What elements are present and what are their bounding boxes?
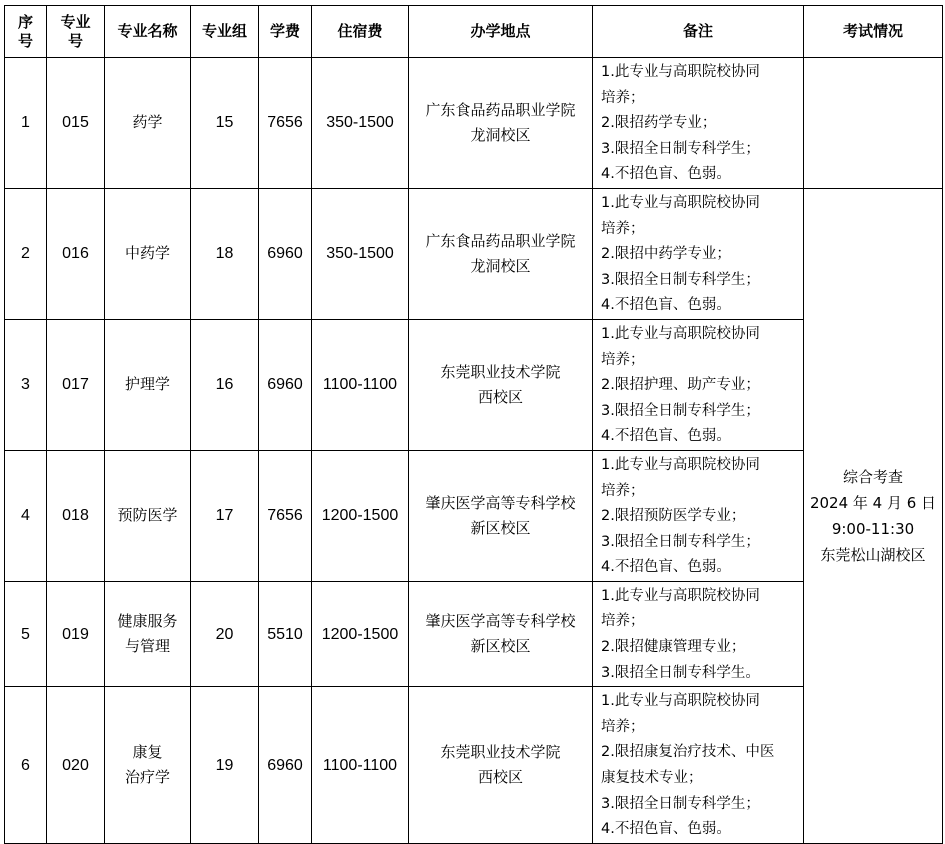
- cell-code: 020: [47, 687, 105, 844]
- cell-line: 2.限招药学专业；: [601, 115, 717, 132]
- cell-name: [105, 319, 191, 450]
- cell-dorm: 1200-1500: [312, 450, 409, 581]
- cell-name: [105, 581, 191, 686]
- cell-line: 广东食品药品职业学院: [425, 100, 576, 119]
- cell-dorm: 1100-1100: [312, 319, 409, 450]
- header-group: 专业组: [191, 6, 259, 58]
- table-row: [5, 58, 943, 189]
- cell-group: 17: [191, 450, 259, 581]
- cell-location: [409, 319, 593, 450]
- cell-notes: [593, 58, 804, 189]
- table-row: [5, 581, 943, 686]
- cell-location: [409, 450, 593, 581]
- header-dorm: 住宿费: [312, 6, 409, 58]
- header-fee: 学费: [259, 6, 312, 58]
- table-row: [5, 319, 943, 450]
- header-exam: 考试情况: [804, 6, 943, 58]
- cell-dorm: 350-1500: [312, 188, 409, 319]
- cell-line: 健康服务: [117, 612, 178, 631]
- cell-line: 1.此专业与高职院校协同: [601, 587, 760, 604]
- cell-line: 综合考查: [842, 467, 903, 486]
- cell-line: 9:00-11:30: [831, 519, 915, 538]
- cell-name: [105, 58, 191, 189]
- cell-seq: 5: [5, 581, 47, 686]
- cell-location: [409, 581, 593, 686]
- cell-line: 1.此专业与高职院校协同: [601, 325, 760, 342]
- cell-line: 预防医学: [117, 506, 178, 525]
- cell-code: 017: [47, 319, 105, 450]
- cell-notes: [593, 687, 804, 844]
- cell-notes: [593, 319, 804, 450]
- cell-line: 广东食品药品职业学院: [425, 231, 576, 250]
- cell-group: 16: [191, 319, 259, 450]
- cell-line: 东莞职业技术学院: [440, 362, 561, 381]
- header-name: 专业名称: [105, 6, 191, 58]
- cell-seq: 3: [5, 319, 47, 450]
- cell-line: 4.不招色盲、色弱。: [601, 166, 731, 183]
- cell-line: 护理学: [124, 375, 170, 394]
- cell-name: [105, 450, 191, 581]
- cell-name: [105, 687, 191, 844]
- cell-line: 培养；: [601, 718, 645, 735]
- cell-line: 4.不招色盲、色弱。: [601, 559, 731, 576]
- cell-seq: 4: [5, 450, 47, 581]
- cell-location: [409, 687, 593, 844]
- header-notes: 备注: [593, 6, 804, 58]
- cell-dorm: 350-1500: [312, 58, 409, 189]
- cell-line: 2024 年 4 月 6 日: [809, 493, 937, 512]
- cell-line: 3.限招全日制专科学生；: [601, 402, 760, 419]
- cell-line: 东莞松山湖校区: [820, 545, 926, 564]
- cell-code: 015: [47, 58, 105, 189]
- cell-line: 新区校区: [470, 518, 531, 537]
- cell-line: 培养；: [601, 89, 645, 106]
- cell-location: [409, 188, 593, 319]
- cell-line: 龙洞校区: [470, 125, 531, 144]
- cell-fee: 6960: [259, 188, 312, 319]
- header-code: 专业 号: [47, 6, 105, 58]
- cell-notes: [593, 188, 804, 319]
- table-row: [5, 687, 943, 844]
- cell-line: 2.限招中药学专业；: [601, 246, 731, 263]
- cell-line: 培养；: [601, 351, 645, 368]
- cell-seq: 1: [5, 58, 47, 189]
- cell-line: 治疗学: [124, 768, 170, 787]
- cell-notes: [593, 450, 804, 581]
- table-row: [5, 188, 943, 319]
- cell-code: 018: [47, 450, 105, 581]
- cell-line: 3.限招全日制专科学生；: [601, 271, 760, 288]
- cell-fee: 7656: [259, 58, 312, 189]
- cell-line: 3.限招全日制专科学生；: [601, 140, 760, 157]
- cell-fee: 5510: [259, 581, 312, 686]
- cell-line: 4.不招色盲、色弱。: [601, 297, 731, 314]
- header-location: 办学地点: [409, 6, 593, 58]
- cell-line: 3.限招全日制专科学生。: [601, 664, 760, 681]
- header-seq: 序 号: [5, 6, 47, 58]
- cell-line: 康复: [132, 743, 163, 762]
- cell-line: 4.不招色盲、色弱。: [601, 821, 731, 838]
- cell-line: 1.此专业与高职院校协同: [601, 64, 760, 80]
- cell-fee: 6960: [259, 319, 312, 450]
- cell-code: 019: [47, 581, 105, 686]
- cell-line: 康复技术专业；: [601, 770, 703, 787]
- cell-line: 西校区: [477, 768, 523, 787]
- cell-line: 1.此专业与高职院校协同: [601, 194, 760, 211]
- cell-notes: [593, 581, 804, 686]
- header-row: [5, 6, 943, 58]
- cell-line: 4.不招色盲、色弱。: [601, 428, 731, 445]
- cell-group: 18: [191, 188, 259, 319]
- cell-seq: 2: [5, 188, 47, 319]
- cell-line: 与管理: [124, 637, 170, 656]
- cell-line: 龙洞校区: [470, 256, 531, 275]
- cell-name: [105, 188, 191, 319]
- cell-line: 培养；: [601, 613, 645, 630]
- cell-line: 西校区: [477, 387, 523, 406]
- cell-line: 2.限招健康管理专业；: [601, 639, 746, 656]
- cell-line: 中药学: [124, 244, 170, 263]
- cell-line: 培养；: [601, 482, 645, 499]
- cell-line: 肇庆医学高等专科学校: [425, 493, 576, 512]
- cell-code: 016: [47, 188, 105, 319]
- admissions-table: [4, 5, 943, 844]
- cell-group: 20: [191, 581, 259, 686]
- cell-line: 3.限招全日制专科学生；: [601, 795, 760, 812]
- cell-location: [409, 58, 593, 189]
- cell-line: 2.限招康复治疗技术、中医: [601, 744, 775, 761]
- cell-fee: 6960: [259, 687, 312, 844]
- cell-line: 肇庆医学高等专科学校: [425, 612, 576, 631]
- cell-dorm: 1200-1500: [312, 581, 409, 686]
- table-row: [5, 450, 943, 581]
- cell-group: 19: [191, 687, 259, 844]
- cell-dorm: 1100-1100: [312, 687, 409, 844]
- cell-line: 2.限招预防医学专业；: [601, 508, 746, 525]
- cell-line: 培养；: [601, 220, 645, 237]
- cell-line: 新区校区: [470, 637, 531, 656]
- cell-group: 15: [191, 58, 259, 189]
- cell-line: 东莞职业技术学院: [440, 743, 561, 762]
- cell-line: 2.限招护理、助产专业；: [601, 377, 760, 394]
- cell-seq: 6: [5, 687, 47, 844]
- cell-line: 1.此专业与高职院校协同: [601, 693, 760, 710]
- cell-exam-empty: [804, 58, 943, 189]
- cell-exam: [804, 188, 943, 843]
- cell-fee: 7656: [259, 450, 312, 581]
- cell-line: 1.此专业与高职院校协同: [601, 456, 760, 473]
- cell-line: 药学: [132, 113, 163, 132]
- cell-line: 3.限招全日制专科学生；: [601, 533, 760, 550]
